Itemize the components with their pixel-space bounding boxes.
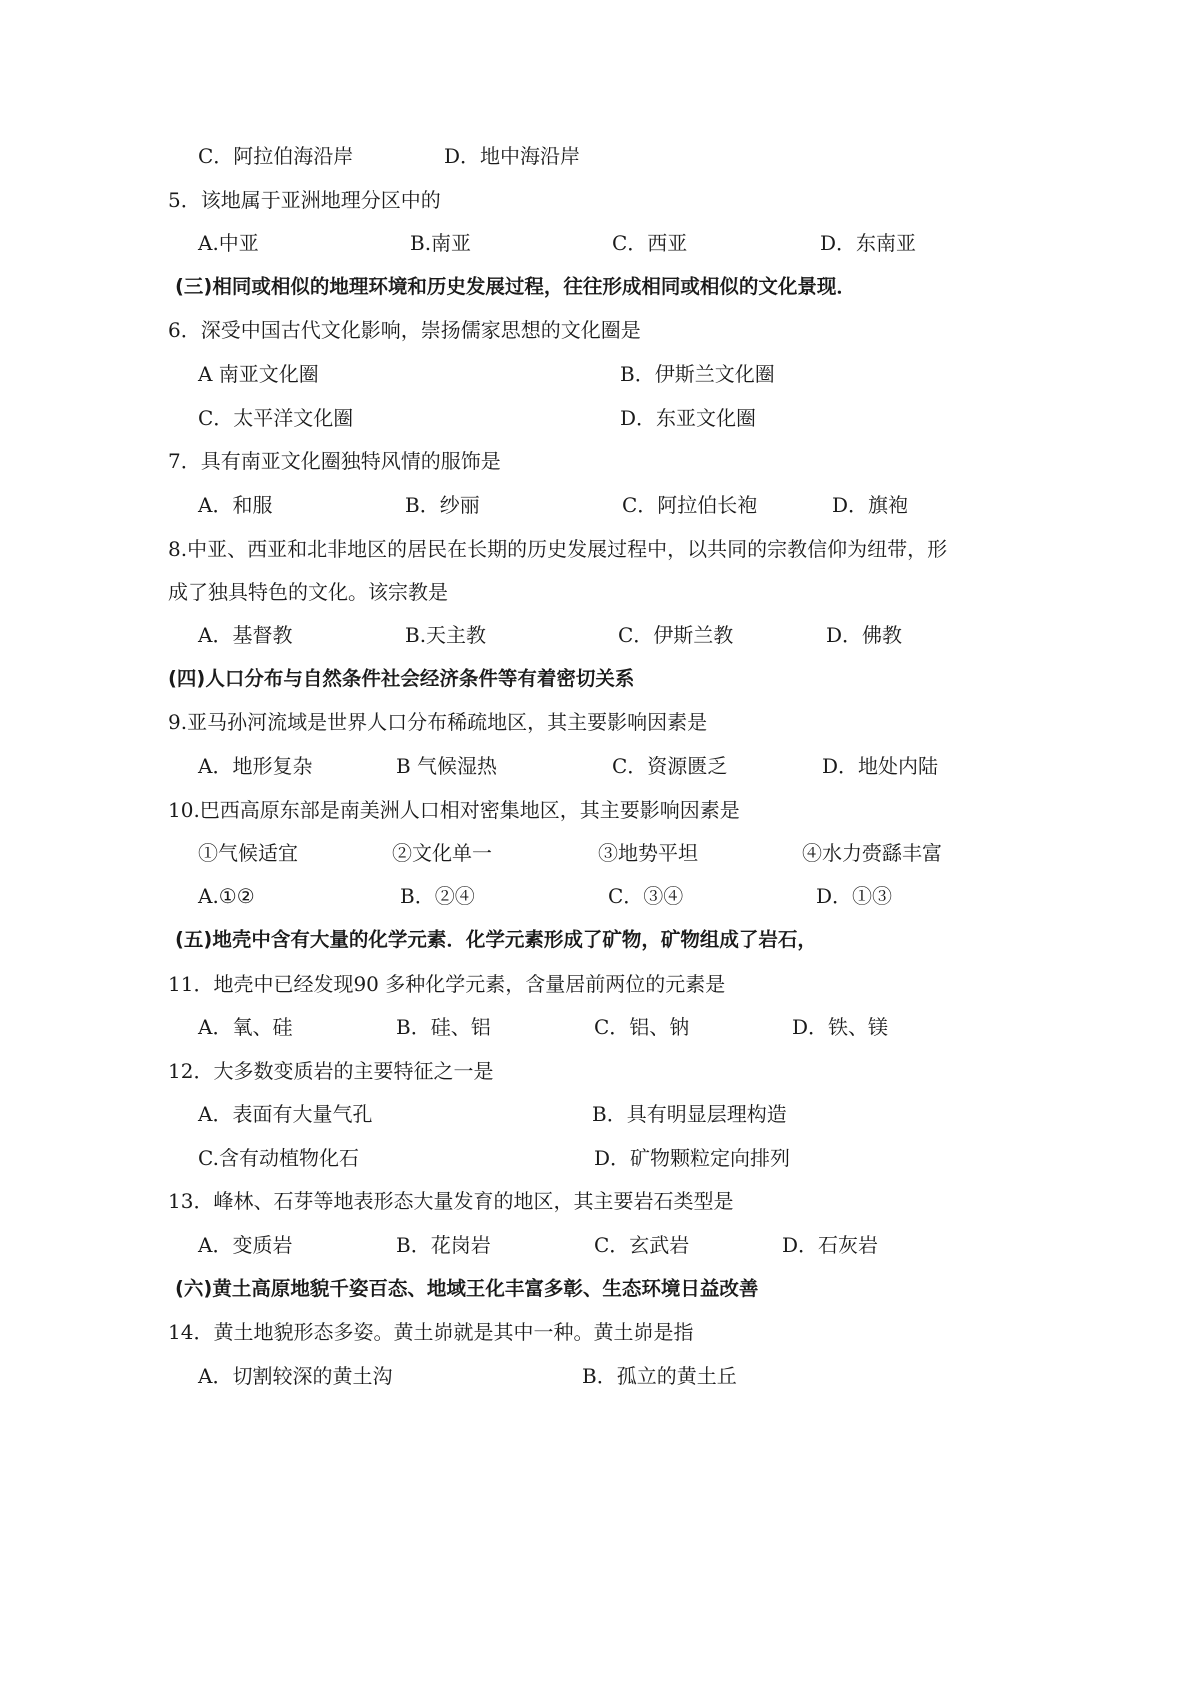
q8-option-c: C．伊斯兰教 xyxy=(618,623,734,647)
q10-stem: 10.巴西高原东部是南美洲人口相对密集地区，其主要影响因素是 xyxy=(168,798,740,822)
q7-stem: 7．具有南亚文化圈独特风情的服饰是 xyxy=(168,449,501,473)
q11-option-c: C．铝、钠 xyxy=(594,1015,690,1039)
q12-option-b: B．具有明显层理构造 xyxy=(592,1102,787,1126)
q7-option-d: D．旗袍 xyxy=(832,493,909,517)
q13-option-a: A．变质岩 xyxy=(198,1233,293,1257)
q9-option-c: C．资源匮乏 xyxy=(612,754,728,778)
q13-option-c: C．玄武岩 xyxy=(594,1233,690,1257)
q6-option-c: C．太平洋文化圈 xyxy=(198,406,354,430)
q8-option-d: D．佛教 xyxy=(826,623,903,647)
q12-stem: 12．大多数变质岩的主要特征之一是 xyxy=(168,1059,494,1083)
q8-option-a: A．基督教 xyxy=(198,623,293,647)
q12-option-d: D．矿物颗粒定向排列 xyxy=(594,1146,791,1170)
q8-stem-line-1: 8.中亚、西亚和北非地区的居民在长期的历史发展过程中，以共同的宗教信仰为纽带，形 xyxy=(168,537,948,561)
q10-item-1: ①气候适宜 xyxy=(198,841,298,865)
section-5-heading: (五)地壳中含有大量的化学元素．化学元素形成了矿物，矿物组成了岩石， xyxy=(175,928,817,951)
q14-option-b: B．孤立的黄土丘 xyxy=(582,1364,737,1388)
q8-stem-line-2: 成了独具特色的文化。该宗教是 xyxy=(168,580,448,604)
q4-option-c: C．阿拉伯海沿岸 xyxy=(198,144,354,168)
q5-option-d: D．东南亚 xyxy=(820,231,917,255)
q6-stem: 6．深受中国古代文化影响，崇扬儒家思想的文化圈是 xyxy=(168,318,641,342)
section-4-heading: (四)人口分布与自然条件社会经济条件等有着密切关系 xyxy=(168,667,635,690)
q9-option-b: B 气候湿热 xyxy=(396,754,498,778)
q13-option-d: D．石灰岩 xyxy=(782,1233,879,1257)
q14-stem: 14．黄土地貌形态多姿。黄土峁就是其中一种。黄土峁是指 xyxy=(168,1320,694,1344)
section-6-heading: (六)黄土高原地貌千姿百态、地域王化丰富多彰、生态环境日益改善 xyxy=(175,1277,759,1300)
q10-item-4: ④水力赍繇丰富 xyxy=(802,841,942,865)
section-3-heading: (三)相同或相似的地理环境和历史发展过程，往往形成相同或相似的文化景现． xyxy=(175,275,856,298)
q12-option-a: A．表面有大量气孔 xyxy=(198,1102,373,1126)
q11-stem: 11．地壳中已经发现90 多种化学元素，含量居前两位的元素是 xyxy=(168,972,726,996)
q11-option-b: B．硅、铝 xyxy=(396,1015,491,1039)
q7-option-b: B．纱丽 xyxy=(405,493,480,517)
q6-option-b: B．伊斯兰文化圈 xyxy=(620,362,775,386)
q6-option-a: A 南亚文化圈 xyxy=(198,362,319,386)
q10-option-c: C．③④ xyxy=(608,884,684,908)
q7-option-a: A．和服 xyxy=(198,493,273,517)
q8-option-b: B.天主教 xyxy=(405,623,487,647)
q13-option-b: B．花岗岩 xyxy=(396,1233,491,1257)
q9-option-d: D．地处内陆 xyxy=(822,754,939,778)
q10-option-a: A.①② xyxy=(198,884,255,908)
q6-option-d: D．东亚文化圈 xyxy=(620,406,757,430)
q10-item-3: ③地势平坦 xyxy=(598,841,698,865)
q12-option-c: C.含有动植物化石 xyxy=(198,1146,359,1170)
q11-option-d: D．铁、镁 xyxy=(792,1015,889,1039)
q5-option-a: A.中亚 xyxy=(198,231,259,255)
q10-item-2: ②文化单一 xyxy=(392,841,492,865)
q9-option-a: A．地形复杂 xyxy=(198,754,313,778)
q7-option-c: C．阿拉伯长袍 xyxy=(622,493,758,517)
q9-stem: 9.亚马孙河流域是世界人口分布稀疏地区，其主要影响因素是 xyxy=(168,710,708,734)
q5-option-b: B.南亚 xyxy=(410,231,472,255)
q5-option-c: C．西亚 xyxy=(612,231,688,255)
q4-option-d: D．地中海沿岸 xyxy=(444,144,581,168)
q10-option-d: D．①③ xyxy=(816,884,893,908)
q10-option-b: B．②④ xyxy=(400,884,475,908)
q13-stem: 13．峰林、石芽等地表形态大量发育的地区，其主要岩石类型是 xyxy=(168,1189,734,1213)
q14-option-a: A．切割较深的黄土沟 xyxy=(198,1364,393,1388)
q5-stem: 5．该地属于亚洲地理分区中的 xyxy=(168,188,441,212)
q11-option-a: A．氧、硅 xyxy=(198,1015,293,1039)
